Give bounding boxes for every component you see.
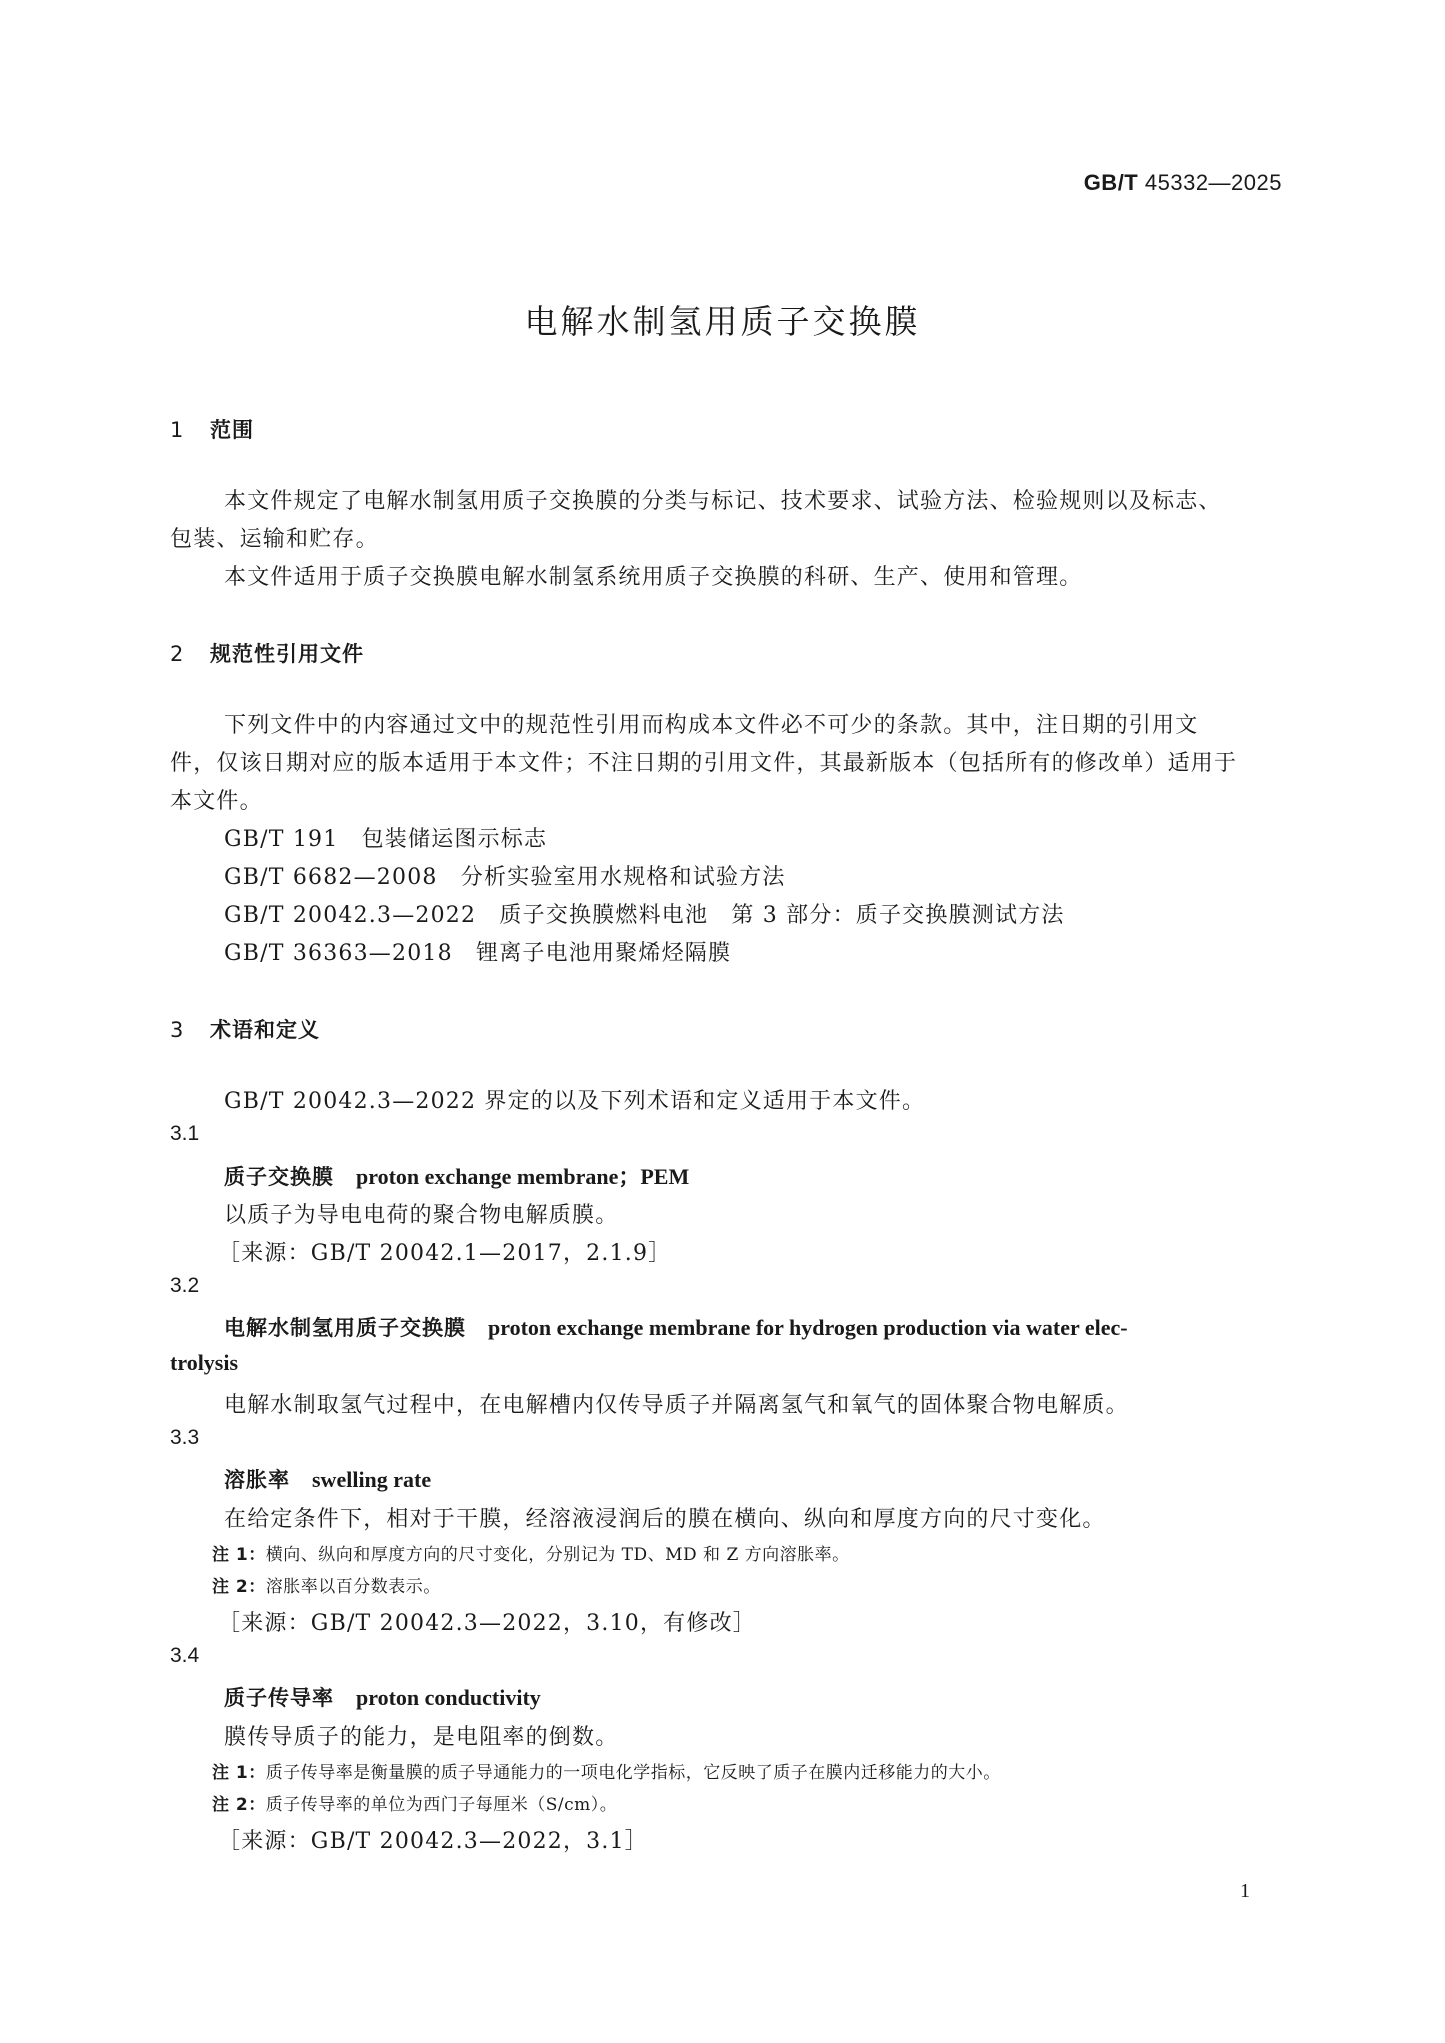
term-chinese: 溶胀率	[224, 1468, 290, 1492]
term-heading	[224, 1312, 1128, 1342]
term-note	[212, 1540, 850, 1565]
section-title: 规范性引用文件	[210, 642, 364, 666]
reference-item: GB/T 20042.3—2022 质子交换膜燃料电池 第 3 部分：质子交换膜测试方法	[224, 903, 1065, 928]
term-heading	[224, 1682, 541, 1712]
section-title: 术语和定义	[210, 1018, 320, 1042]
term-english: swelling rate	[312, 1467, 432, 1492]
term-definition: 在给定条件下，相对于干膜，经溶液浸润后的膜在横向、纵向和厚度方向的尺寸变化。	[224, 1507, 1106, 1532]
term-definition: 膜传导质子的能力，是电阻率的倒数。	[224, 1725, 619, 1750]
standard-code: 45332—2025	[1144, 170, 1282, 195]
term-number: 3.3	[170, 1426, 200, 1449]
scope-paragraph-line: 本文件适用于质子交换膜电解水制氢系统用质子交换膜的科研、生产、使用和管理。	[224, 565, 1083, 590]
term-number: 3.2	[170, 1274, 200, 1297]
term-source: ［来源：GB/T 20042.3—2022，3.10，有修改］	[218, 1611, 756, 1636]
term-number: 3.1	[170, 1122, 200, 1145]
section-heading-1	[170, 414, 254, 444]
reference-item: GB/T 6682—2008 分析实验室用水规格和试验方法	[224, 865, 786, 890]
section-heading-3	[170, 1014, 320, 1044]
term-heading	[224, 1160, 689, 1191]
references-intro-line: 件，仅该日期对应的版本适用于本文件；不注日期的引用文件，其最新版本（包括所有的修改单）适用于	[170, 751, 1238, 776]
term-chinese: 质子交换膜	[224, 1165, 334, 1189]
page-number: 1	[1240, 1880, 1250, 1902]
note-label: 注 1：	[212, 1545, 266, 1565]
note-label: 注 1：	[212, 1763, 266, 1783]
note-label: 注 2：	[212, 1577, 266, 1597]
reference-item: GB/T 36363—2018 锂离子电池用聚烯烃隔膜	[224, 941, 732, 966]
term-note	[212, 1758, 1001, 1783]
standard-number	[1084, 170, 1282, 196]
note-text: 质子传导率是衡量膜的质子导通能力的一项电化学指标，它反映了质子在膜内迁移能力的大小。	[265, 1763, 1001, 1783]
scope-paragraph-line: 本文件规定了电解水制氢用质子交换膜的分类与标记、技术要求、试验方法、检验规则以及标志、	[224, 489, 1222, 514]
section-number: 3	[170, 1018, 185, 1042]
term-english: proton exchange membrane for hydrogen production via water elec-	[488, 1315, 1128, 1340]
note-text: 横向、纵向和厚度方向的尺寸变化，分别记为 TD、MD 和 Z 方向溶胀率。	[265, 1545, 850, 1565]
references-intro-line: 下列文件中的内容通过文中的规范性引用而构成本文件必不可少的条款。其中，注日期的引用文	[224, 713, 1199, 738]
section-title: 范围	[210, 418, 254, 442]
term-number: 3.4	[170, 1644, 200, 1667]
note-text: 质子传导率的单位为西门子每厘米（S/cm）。	[265, 1795, 618, 1815]
document-title: 电解水制氢用质子交换膜	[524, 302, 921, 341]
scope-paragraph-line: 包装、运输和贮存。	[170, 527, 379, 552]
term-definition: 以质子为导电电荷的聚合物电解质膜。	[224, 1203, 619, 1228]
section-heading-2	[170, 638, 364, 668]
note-text: 溶胀率以百分数表示。	[265, 1577, 441, 1597]
term-source: ［来源：GB/T 20042.1—2017，2.1.9］	[218, 1241, 672, 1266]
term-note	[212, 1790, 617, 1815]
term-definition: 电解水制取氢气过程中，在电解槽内仅传导质子并隔离氢气和氧气的固体聚合物电解质。	[224, 1393, 1129, 1418]
terms-intro: GB/T 20042.3—2022 界定的以及下列术语和定义适用于本文件。	[224, 1089, 926, 1114]
term-chinese: 质子传导率	[224, 1686, 334, 1710]
section-number: 2	[170, 642, 185, 666]
term-english-continued: trolysis	[170, 1350, 239, 1375]
term-source: ［来源：GB/T 20042.3—2022，3.1］	[218, 1829, 648, 1854]
references-intro-line: 本文件。	[170, 789, 263, 814]
section-number: 1	[170, 418, 185, 442]
term-english: proton exchange membrane；PEM	[356, 1164, 690, 1189]
term-english: proton conductivity	[356, 1685, 541, 1710]
standard-prefix: GB/T	[1083, 170, 1139, 195]
note-label: 注 2：	[212, 1795, 266, 1815]
term-chinese: 电解水制氢用质子交换膜	[224, 1316, 466, 1340]
term-heading	[224, 1464, 431, 1494]
reference-item: GB/T 191 包装储运图示标志	[224, 827, 548, 852]
term-note	[212, 1572, 441, 1597]
